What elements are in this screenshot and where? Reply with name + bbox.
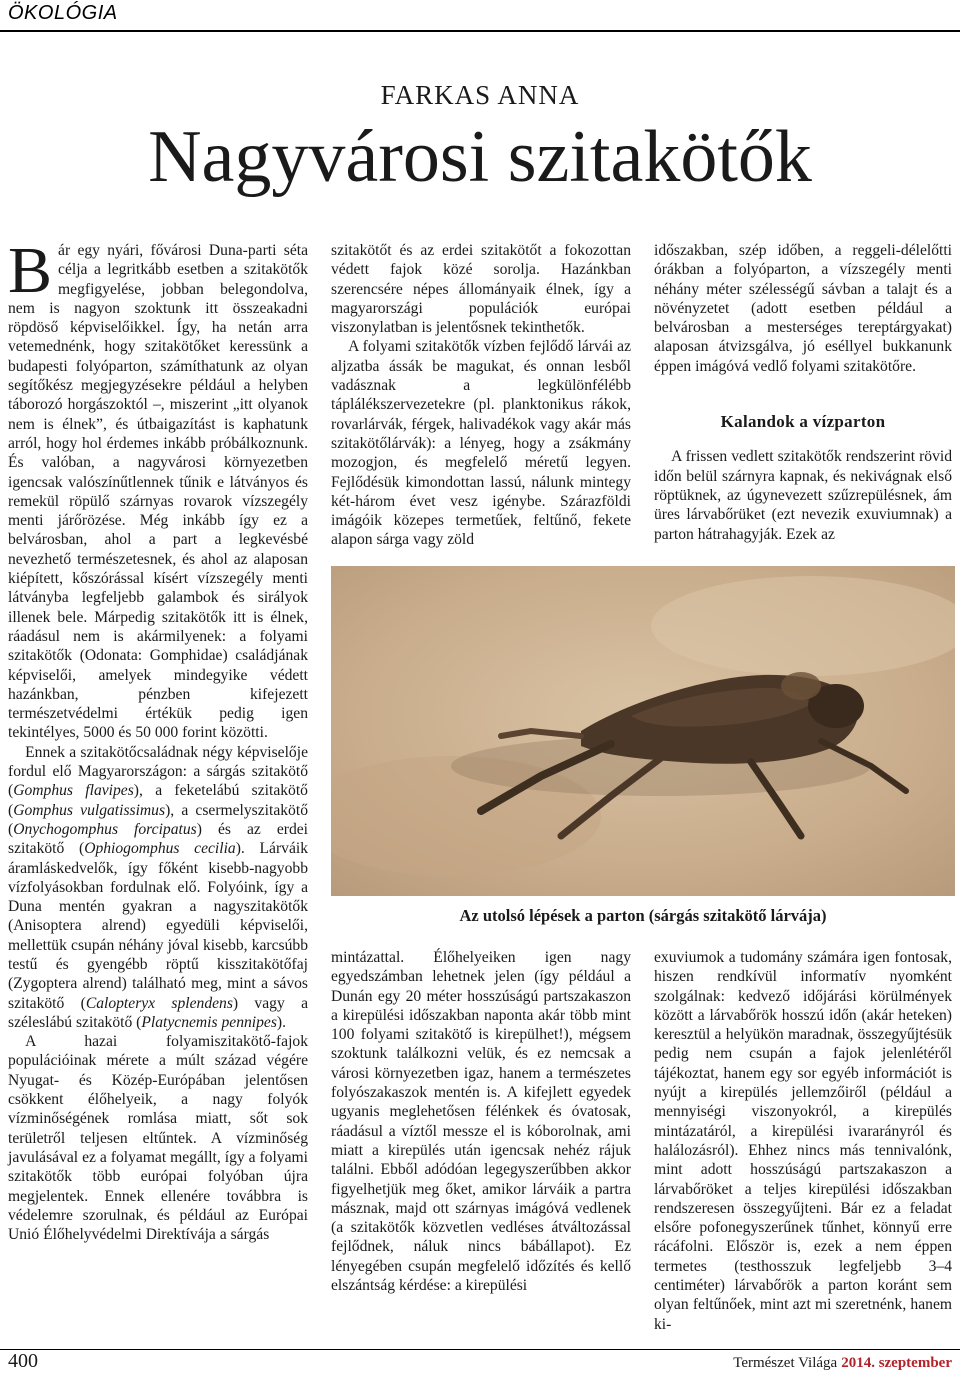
magazine-name: Természet Világa bbox=[733, 1355, 838, 1371]
paragraph: szitakötőt és az erdei szitakötőt a fokozottan védett fajok közé sorolja. Hazánkban szerencsére népes állományaik élnek, így a magyarországi populációk európai viszonylatban is jelentősnek tekinthetők. bbox=[331, 242, 631, 337]
paragraph: időszakban, szép időben, a reggeli-délelőtti órákban a folyóparton, a vízszegély menti néhány méter szélességű sávban a talajt és a növényzetet (adott esetben például a belvárosban a mesterséges tereptárgyakat) alaposan átvizsgálva, jó eséllyel bukkanunk éppen imágóvá vedlő folyami szitakötőre. bbox=[654, 242, 952, 375]
paragraph: mintázattal. Élőhelyeiken igen nagy egyedszámban lehetnek jelen (így például a Dunán egy 20 méter hosszúságú partszakaszon a kirepülési időszakban naponta akár több mint 100 folyami szitakötő is kirepülhet!), mégsem szoktunk találkozni velük, és ez nemcsak a városi környezetben igaz, hanem a természetes folyószakaszok mentén is. A kifejlett egyedek ugyanis meglehetősen félénkek és óvatosak, ráadásul a víztől messze el is kóborolnak, ami miatt a kirepülés után igencsak nehéz rájuk találni. Ebből adódóan legegyszerűbben akkor figyelhetjük meg őket, amikor lárváik a partra másznak, majd ott szárnyas imágóvá vedlenek (a szitakötők közvetlen vedléses átváltozással fejlődnek, náluk nincs bábállapot). Ez lényegében csupán megfelelő időzítés és kellő elszántság kérdése: a kirepülési bbox=[331, 949, 631, 1295]
subheading: Kalandok a vízparton bbox=[720, 412, 886, 432]
column-2-bottom bbox=[331, 948, 631, 1295]
column-1 bbox=[8, 234, 309, 1244]
paragraph: A folyami szitakötők vízben fejlődő lárvái az aljzatba ássák be magukat, és onnan lesből vadásznak a legkülönfélébb táplálékszervezetekre (pl. planktonikus rákok, rovarlárvák, férgek, halivadékok vagy akár más szitakötőlárvák): a lényeg, hogy a zsákmány mozogjon, és megfelelő méretű legyen. Fejlődésük kimondottan lassú, nálunk mintegy két-három évet vesz igénybe. Szárazföldi imágóik közepes termetűek, feltűnő, fekete alapon sárga vagy zöld bbox=[331, 338, 631, 549]
column-3-top bbox=[654, 241, 952, 544]
article-title: Nagyvárosi szitakötők bbox=[148, 116, 812, 198]
larva-photo bbox=[331, 566, 955, 896]
section-label: ÖKOLÓGIA bbox=[8, 2, 118, 24]
footer-magazine bbox=[733, 1355, 952, 1372]
intro-paragraph: Bár egy nyári, fővárosi Duna-parti séta célja a legritkább esetben a szitakötők megfigyelése, jobban belegondolva, nem is nagyon szoktunk itt összeakadni röpdöső képviselőikkel. Így, ha netán arra vetemednénk, hogy szitakötőket keressünk a budapesti folyóparton, számíthatunk az olyan segítőkész megjegyzésekre például a helyben táborozó horgászoktól –, miszerint „itt olyanok nem is élnek”, és útbaigazítást is kaphatunk arról, hogy hol érdemes inkább próbálkoznunk. És valóban, a nagyvárosi környezetben igencsak valószínűtlennek tűnik e látványos és remekül röpülő szárnyas rovarok vízszegély menti járőrözése. Még inkább így ez a belvárosban, ahol a part a legkevésbé nevezhető természetesnek, és ahol az alaposan kiépített, kőszórással kísért vízszegély menti látványba legfeljebb galambok és sirályok illenek bele. Márpedig szitakötők itt is élnek, ráadásul nem is akármilyenek: a folyami szitakötők (Odonata: Gomphidae) családjának képviselői, amelyek mindegyike védett hazánkban, pénzben kifejezett természetvédelmi értékük pedig igen tekintélyes, 5000 és 50 000 forint közötti. bbox=[8, 234, 308, 742]
issue-date: 2014. szeptember bbox=[841, 1355, 952, 1371]
column-2-top bbox=[331, 241, 631, 550]
dragonfly-larva-illustration bbox=[331, 566, 955, 896]
photo-caption: Az utolsó lépések a parton (sárgás szitakötő lárvája) bbox=[459, 906, 827, 925]
population-paragraph: A hazai folyamiszitakötő-fajok populációinak mérete a múlt század végére Nyugat- és Közép-Európában jelentősen csökkent élőhelyeik, a nagy folyók vízminőségének romlása miatt, sőt sok területről teljesen eltűntek. A vízminőség javulásával ez a folyamat megállt, így a folyami szitakötők több európai folyóban újra megjelentek. Ennek ellenére továbbra is védelemre szorulnak, és például az Európai Unió Élőhelyvédelmi Direktívája a sárgás bbox=[8, 1033, 308, 1244]
column-3-bottom bbox=[654, 948, 952, 1334]
page-number: 400 bbox=[8, 1350, 38, 1372]
top-rule bbox=[0, 30, 960, 32]
species-paragraph: Ennek a szitakötőcsaládnak négy képviselője fordul elő Magyarországon: a sárgás szitakötő (Gomphus flavipes), a feketelábú szitakötő (Gomphus vulgatissimus), a csermelyszitakötő (Onychogomphus forcipatus) és az erdei szitakötő (Ophiogomphus cecilia). Lárváik áramláskedvelők, így főként kisebb-nagyobb vízfolyásokban fordulnak elő. Folyóink, így a Duna mentén gyakran a nagyszitakötők (Anisoptera alrend) egyedüli képviselői, mellettük csupán néhány jóval kisebb, karcsúbb testű és gyengébb röptű kisszitakötőfaj (Zygoptera alrend) található meg, mint a sávos szitakötő (Calopteryx splendens) vagy a széleslábú szitakötő (Platycnemis pennipes). bbox=[8, 743, 309, 1031]
paragraph: exuviumok a tudomány számára igen fontosak, hiszen rendkívül informatív nyomként szolgálnak: kedvező időjárási körülmények között a lárvabőrök hosszú időn (akár heteken) keresztül a helyükön maradnak, összegyűjtésük pedig nem csupán a fajok jelenlétéről tájékoztat, hanem egy sor egyéb információt is nyújt a kirepülés jellemzőiről (például a mennyiségi viszonyokról, a kirepülés mintázatáról, a kirepülési ivararányról és halálozásról). Ehhez nincs más tennivalónk, mint adott hosszúságú partszakaszon a lárvabőröket a teljes kirepülési időszakban rendszeresen összegyűjteni. Bár ez a feladat elsőre pofonegyszerűnek tűnhet, könnyű erre rácáfolni. Először is, ezek a nem éppen termetes (testhosszuk legfeljebb 3–4 centiméter) lárvabőrök a parton koránt sem olyan feltűnőek, mint azt mi szeretnénk, hanem ki- bbox=[654, 949, 952, 1333]
paragraph: A frissen vedlett szitakötők rendszerint rövid időn belül szárnyra kapnak, és nekivágnak első röptüknek, az úgynevezett szűzrepülésnek, ám üres lárvabőrüket (ezt nevezik exuviumnak) a parton hátrahagyják. Ezek az bbox=[654, 448, 952, 543]
drop-cap: B bbox=[8, 234, 53, 307]
footer-rule bbox=[0, 1349, 960, 1350]
author-name: FARKAS ANNA bbox=[380, 80, 580, 110]
